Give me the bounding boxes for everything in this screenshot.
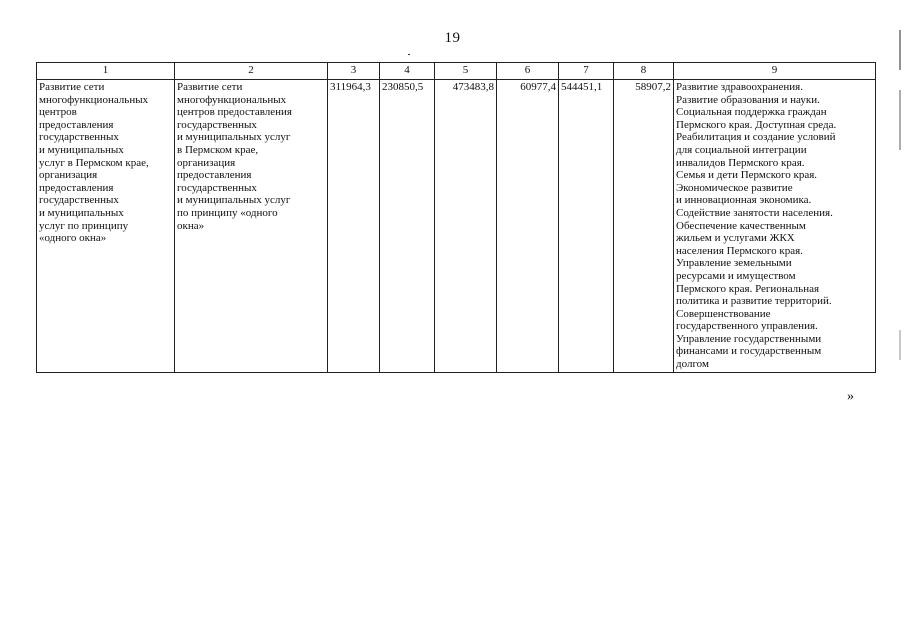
related-programs-text: Развитие здравоохранения. Развитие образования и науки. Социальная поддержка граждан Пермского края. Доступная среда. Реабилитация и создание условий для социальной интеграции инвалидов Пермского края. Семья и дети Пермского края. Экономическое развитие и инновационная экономика. Содействие занятости населения. Обеспечение качественным жильем и услугами ЖКХ населения Пермского края. Управление земельными ресурсами и имуществом Пермского края. Региональная политика и развитие территорий. Совершенствование государственного управления. Управление государственными финансами и государственным долгом (676, 81, 837, 371)
column-header-3: 3 (328, 63, 380, 80)
column-header-6: 6 (497, 63, 559, 80)
cell-event-name (175, 80, 328, 373)
cell-value-4: 230850,5 (380, 80, 435, 373)
column-header-8: 8 (614, 63, 674, 80)
column-header-2: 2 (175, 63, 328, 80)
cell-value-5: 473483,8 (435, 80, 497, 373)
column-header-4: 4 (380, 63, 435, 80)
program-name-text: Развитие сети многофункциональных центров предоставления государственных и муниципальных услуг в Пермском крае, организация предоставления государственных и муниципальных услуг по принципу «одного окна» (39, 81, 149, 245)
budget-table (36, 62, 876, 373)
table-header-row (37, 63, 876, 80)
closing-quote: » (847, 389, 854, 404)
scan-artifact-dot (408, 54, 410, 55)
cell-value-7: 544451,1 (559, 80, 614, 373)
cell-value-6: 60977,4 (497, 80, 559, 373)
column-header-9: 9 (674, 63, 876, 80)
scan-edge-mark (899, 30, 901, 590)
table-row (37, 80, 876, 373)
page-number: 19 (444, 30, 461, 46)
cell-program-name (37, 80, 175, 373)
column-header-7: 7 (559, 63, 614, 80)
cell-value-8: 58907,2 (614, 80, 674, 373)
event-name-text: Развитие сети многофункциональных центров предоставления государственных и муниципальных услуг в Пермском крае, организация предоставления государственных и муниципальных услуг по принципу «одного окна» (177, 81, 292, 232)
column-header-5: 5 (435, 63, 497, 80)
cell-related-programs (674, 80, 876, 373)
column-header-1: 1 (37, 63, 175, 80)
cell-value-3: 311964,3 (328, 80, 380, 373)
